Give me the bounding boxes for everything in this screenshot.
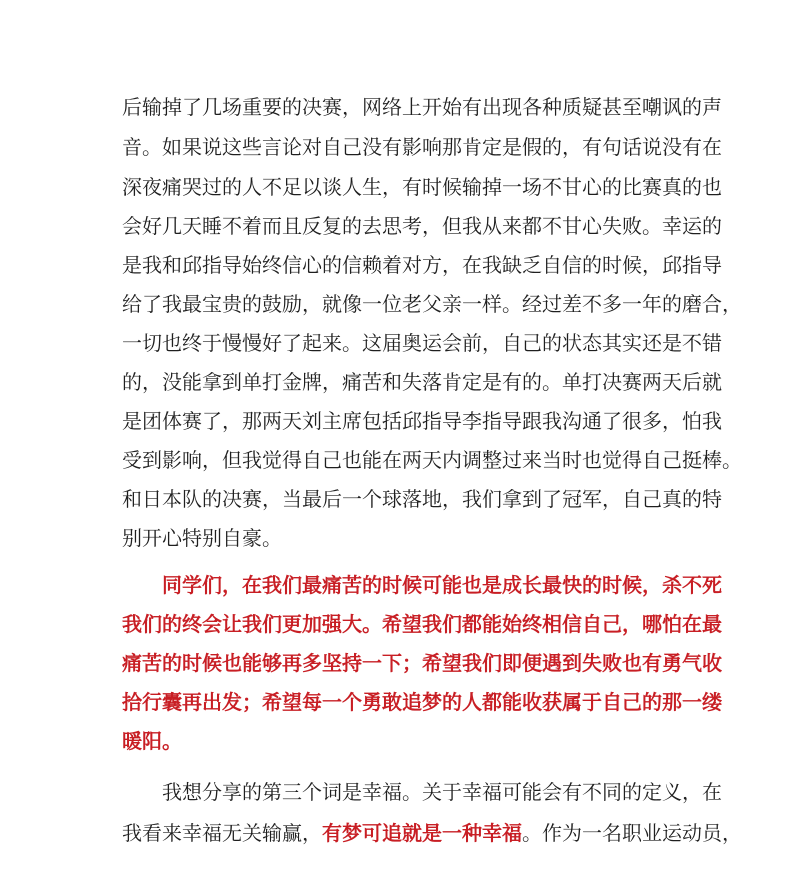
paragraph-1-line-3: 深夜痛哭过的人不足以谈人生，有时候输掉一场不甘心的比赛真的也 xyxy=(122,175,722,199)
paragraph-1-line-4: 会好几天睡不着而且反复的去思考，但我从来都不甘心失败。幸运的 xyxy=(122,214,722,238)
paragraph-1-line-2: 音。如果说这些言论对自己没有影响那肯定是假的，有句话说没有在 xyxy=(122,135,722,159)
paragraph-3-line-1: 我想分享的第三个词是幸福。关于幸福可能会有不同的定义，在 xyxy=(162,780,722,804)
paragraph-1-line-12: 别开心特别自豪。 xyxy=(122,526,282,550)
paragraph-2-line-3: 痛苦的时候也能够再多坚持一下；希望我们即便遇到失败也有勇气收 xyxy=(122,651,722,675)
paragraph-3-line-2 xyxy=(122,818,742,848)
paragraph-2-line-2: 我们的终会让我们更加强大。希望我们都能始终相信自己，哪怕在最 xyxy=(122,612,722,636)
paragraph-1-line-1: 后输掉了几场重要的决赛，网络上开始有出现各种质疑甚至嘲讽的声 xyxy=(122,95,722,119)
paragraph-1-line-9: 是团体赛了，那两天刘主席包括邱指导李指导跟我沟通了很多，怕我 xyxy=(122,409,722,433)
paragraph-3-emphasis: 有梦可追就是一种幸福 xyxy=(322,821,522,845)
paragraph-1-line-6: 给了我最宝贵的鼓励，就像一位老父亲一样。经过差不多一年的磨合， xyxy=(122,292,742,316)
paragraph-1-line-5: 是我和邱指导始终信心的信赖着对方，在我缺乏自信的时候，邱指导 xyxy=(122,253,722,277)
paragraph-1-line-8: 的，没能拿到单打金牌，痛苦和失落肯定是有的。单打决赛两天后就 xyxy=(122,370,722,394)
paragraph-2-line-5: 暖阳。 xyxy=(122,729,182,753)
paragraph-3-line-2-start: 我看来幸福无关输赢， xyxy=(122,821,322,845)
paragraph-1-line-7: 一切也终于慢慢好了起来。这届奥运会前，自己的状态其实还是不错 xyxy=(122,331,722,355)
paragraph-1-line-10: 受到影响，但我觉得自己也能在两天内调整过来当时也觉得自己挺棒。 xyxy=(122,448,742,472)
paragraph-3-line-2-end: 。作为一名职业运动员， xyxy=(522,821,742,845)
paragraph-1-line-11: 和日本队的决赛，当最后一个球落地，我们拿到了冠军，自己真的特 xyxy=(122,487,722,511)
paragraph-2-line-4: 拾行囊再出发；希望每一个勇敢追梦的人都能收获属于自己的那一缕 xyxy=(122,690,722,714)
paragraph-2-line-1: 同学们，在我们最痛苦的时候可能也是成长最快的时候，杀不死 xyxy=(162,573,722,597)
